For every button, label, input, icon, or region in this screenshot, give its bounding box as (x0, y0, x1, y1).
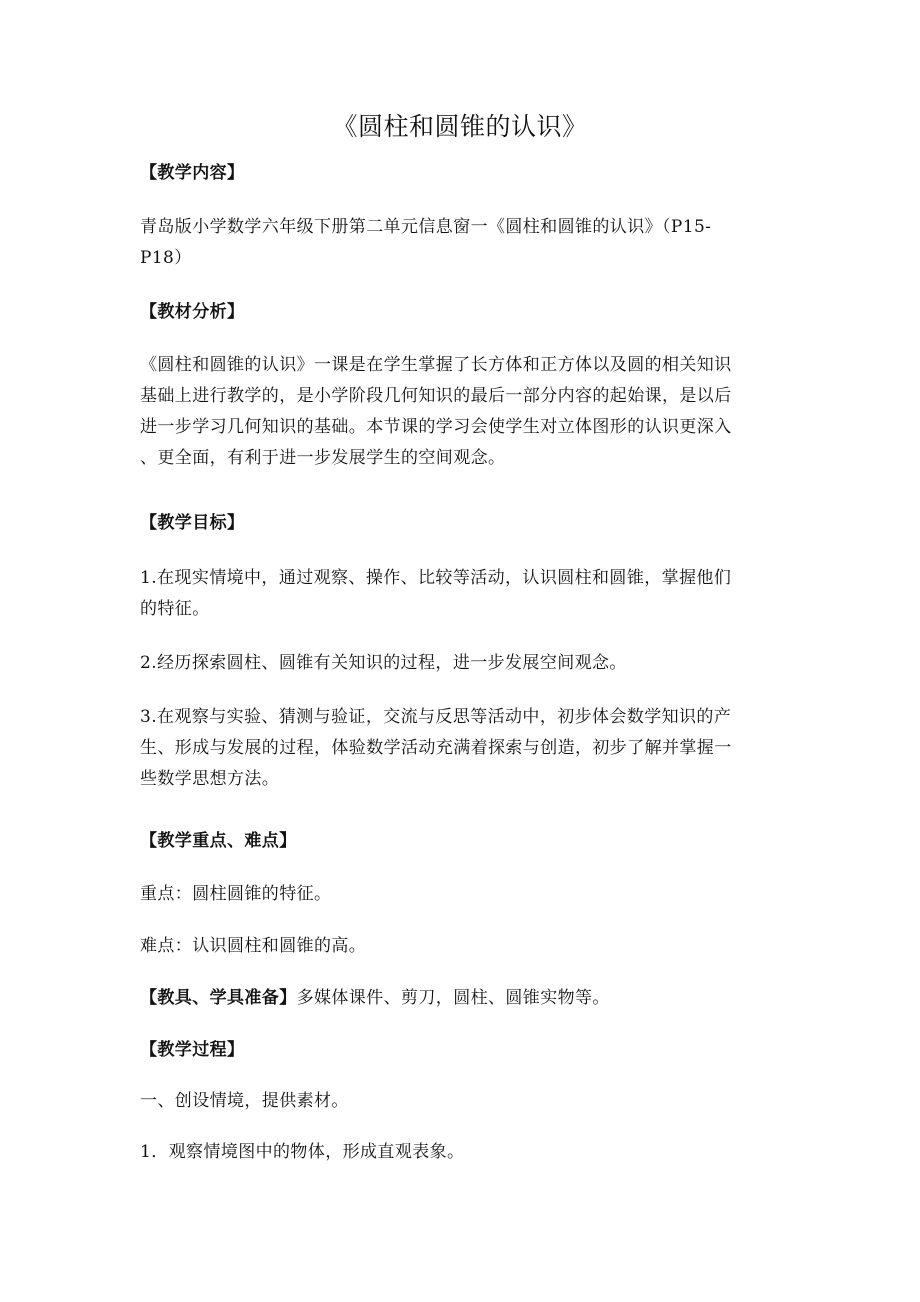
paragraph-line: 3.在观察与实验、猜测与验证，交流与反思等活动中，初步体会数学知识的产 (140, 707, 732, 727)
document-title: 《圆柱和圆锥的认识》 (332, 112, 588, 141)
paragraph-line: 《圆柱和圆锥的认识》一课是在学生掌握了长方体和正方体以及圆的相关知识 (140, 355, 732, 375)
paragraph-line: 些数学思想方法。 (140, 769, 280, 789)
process-step-1-1: 1．观察情境图中的物体，形成直观表象。 (140, 1142, 465, 1162)
tools-preparation-line (140, 983, 785, 1014)
difficult-point-text: 难点：认识圆柱和圆锥的高。 (140, 936, 367, 956)
teaching-content-paragraph (140, 212, 785, 274)
paragraph-line: 青岛版小学数学六年级下册第二单元信息窗一《圆柱和圆锥的认识》（P15- (140, 217, 712, 237)
heading-teaching-goals: 【教学目标】 (140, 513, 245, 533)
paragraph-line: P18） (140, 248, 192, 268)
heading-tools-preparation: 【教具、学具准备】 (140, 988, 297, 1008)
goal-3-paragraph (140, 702, 785, 795)
heading-material-analysis: 【教材分析】 (140, 302, 245, 322)
key-point-text: 重点：圆柱圆锥的特征。 (140, 884, 332, 904)
paragraph-line: 的特征。 (140, 599, 210, 619)
heading-teaching-process: 【教学过程】 (140, 1040, 245, 1060)
goal-1-paragraph (140, 563, 785, 625)
tools-preparation-text: 多媒体课件、剪刀，圆柱、圆锥实物等。 (296, 988, 610, 1008)
process-step-1: 一、创设情境，提供素材。 (140, 1091, 349, 1111)
paragraph-line: 生、形成与发展的过程，体验数学活动充满着探索与创造，初步了解并掌握一 (140, 738, 732, 758)
paragraph-line: 、更全面，有利于进一步发展学生的空间观念。 (140, 448, 506, 468)
heading-teaching-content: 【教学内容】 (140, 163, 245, 183)
paragraph-line: 基础上进行教学的，是小学阶段几何知识的最后一部分内容的起始课，是以后 (140, 386, 732, 406)
paragraph-line: 进一步学习几何知识的基础。本节课的学习会使学生对立体图形的认识更深入 (140, 417, 732, 437)
material-analysis-paragraph (140, 350, 785, 474)
heading-key-difficult-points: 【教学重点、难点】 (140, 831, 297, 851)
paragraph-line: 1.在现实情境中，通过观察、操作、比较等活动，认识圆柱和圆锥，掌握他们 (140, 568, 732, 588)
goal-2-paragraph: 2.经历探索圆柱、圆锥有关知识的过程，进一步发展空间观念。 (140, 653, 627, 673)
